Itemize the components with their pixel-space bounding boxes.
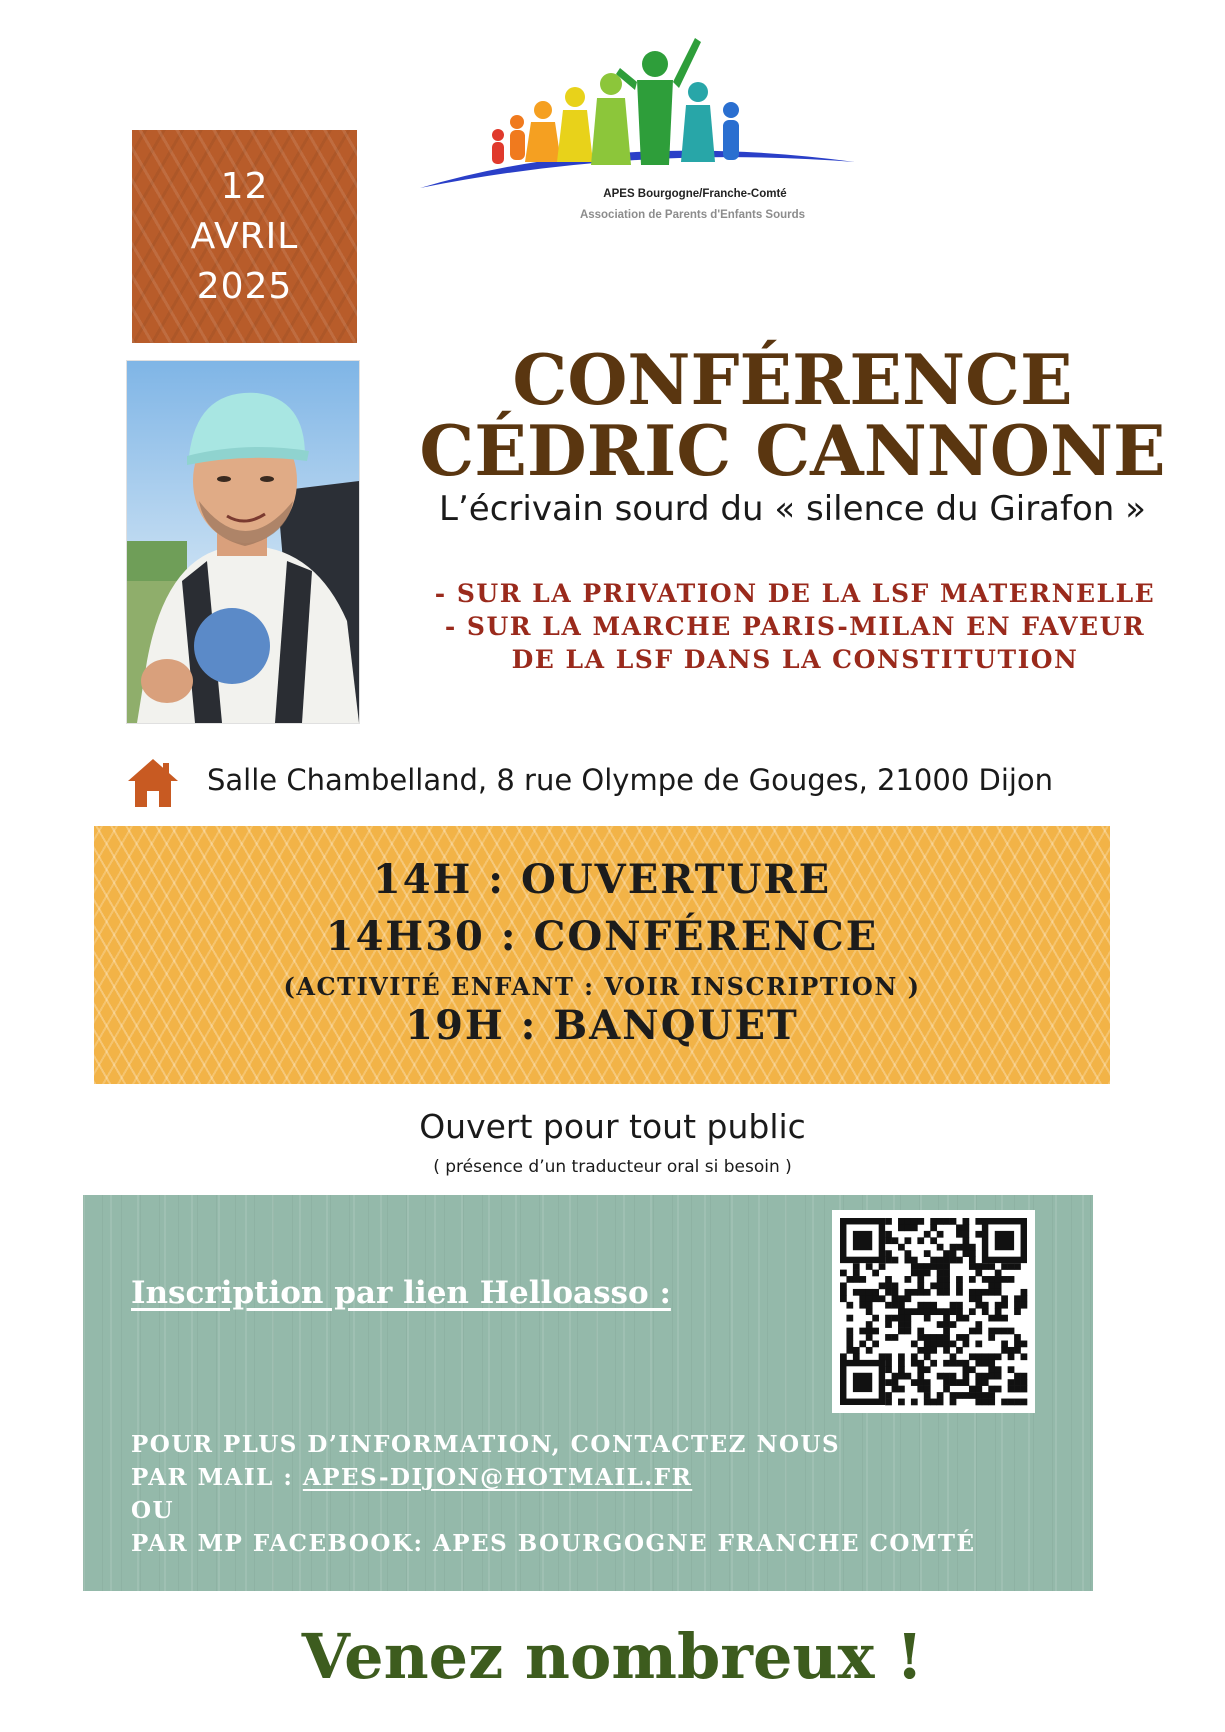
schedule-box — [94, 826, 1110, 1084]
schedule-banquet: 19H : BANQUET — [405, 1002, 799, 1049]
topic-3: DE LA LSF DANS LA CONSTITUTION — [511, 645, 1079, 674]
closing-message: Venez nombreux ! — [301, 1620, 924, 1693]
topic-2: - SUR LA MARCHE PARIS-MILAN EN FAVEUR — [444, 612, 1146, 641]
logo-figures — [492, 38, 739, 165]
schedule-opening: 14H : OUVERTURE — [372, 856, 832, 903]
info-box — [83, 1195, 1093, 1591]
contact-line-1: POUR PLUS D’INFORMATION, CONTACTEZ NOUS — [131, 1431, 841, 1458]
event-subtitle: L’écrivain sourd du « silence du Girafon » — [439, 489, 1146, 529]
contact-line-2 — [131, 1461, 976, 1494]
title-line-2: CÉDRIC CANNONE — [419, 411, 1166, 492]
speaker-photo — [126, 360, 360, 724]
topic-1: - SUR LA PRIVATION DE LA LSF MATERNELLE — [434, 579, 1156, 608]
date-year: 2025 — [196, 265, 293, 307]
date-day: 12 — [220, 165, 269, 207]
public-notice: Ouvert pour tout public — [419, 1107, 806, 1146]
qr-code[interactable] — [832, 1210, 1035, 1413]
contact-line-4: PAR MP FACEBOOK: APES BOURGOGNE FRANCHE COMTÉ — [131, 1530, 976, 1557]
logo-swoosh — [420, 151, 855, 188]
contact-mail-prefix: PAR MAIL : — [131, 1464, 303, 1491]
date-month: AVRIL — [190, 215, 299, 257]
public-notice-sub: ( présence d’un traducteur oral si besoin ) — [433, 1157, 792, 1177]
event-address: Salle Chambelland, 8 rue Olympe de Gouges, 21000 Dijon — [207, 763, 1054, 797]
logo-org-name: APES Bourgogne/Franche-Comté — [603, 188, 787, 200]
qr-code-icon — [832, 1210, 1035, 1413]
house-icon — [126, 757, 180, 809]
title-line-1: CONFÉRENCE — [512, 340, 1073, 421]
contact-info — [131, 1428, 976, 1560]
date-box — [132, 130, 357, 343]
contact-line-3: OU — [131, 1497, 175, 1524]
schedule-child-activity: (ACTIVITÉ ENFANT : VOIR INSCRIPTION ) — [283, 972, 921, 1001]
schedule-conference: 14H30 : CONFÉRENCE — [325, 913, 879, 960]
event-topics — [400, 577, 1190, 676]
registration-link[interactable]: Inscription par lien Helloasso : — [131, 1275, 671, 1311]
logo-org-fullname: Association de Parents d'Enfants Sourds — [579, 209, 806, 221]
contact-email-link[interactable]: APES-DIJON@HOTMAIL.FR — [302, 1464, 693, 1491]
apes-logo — [415, 30, 860, 230]
event-title — [360, 340, 1225, 492]
